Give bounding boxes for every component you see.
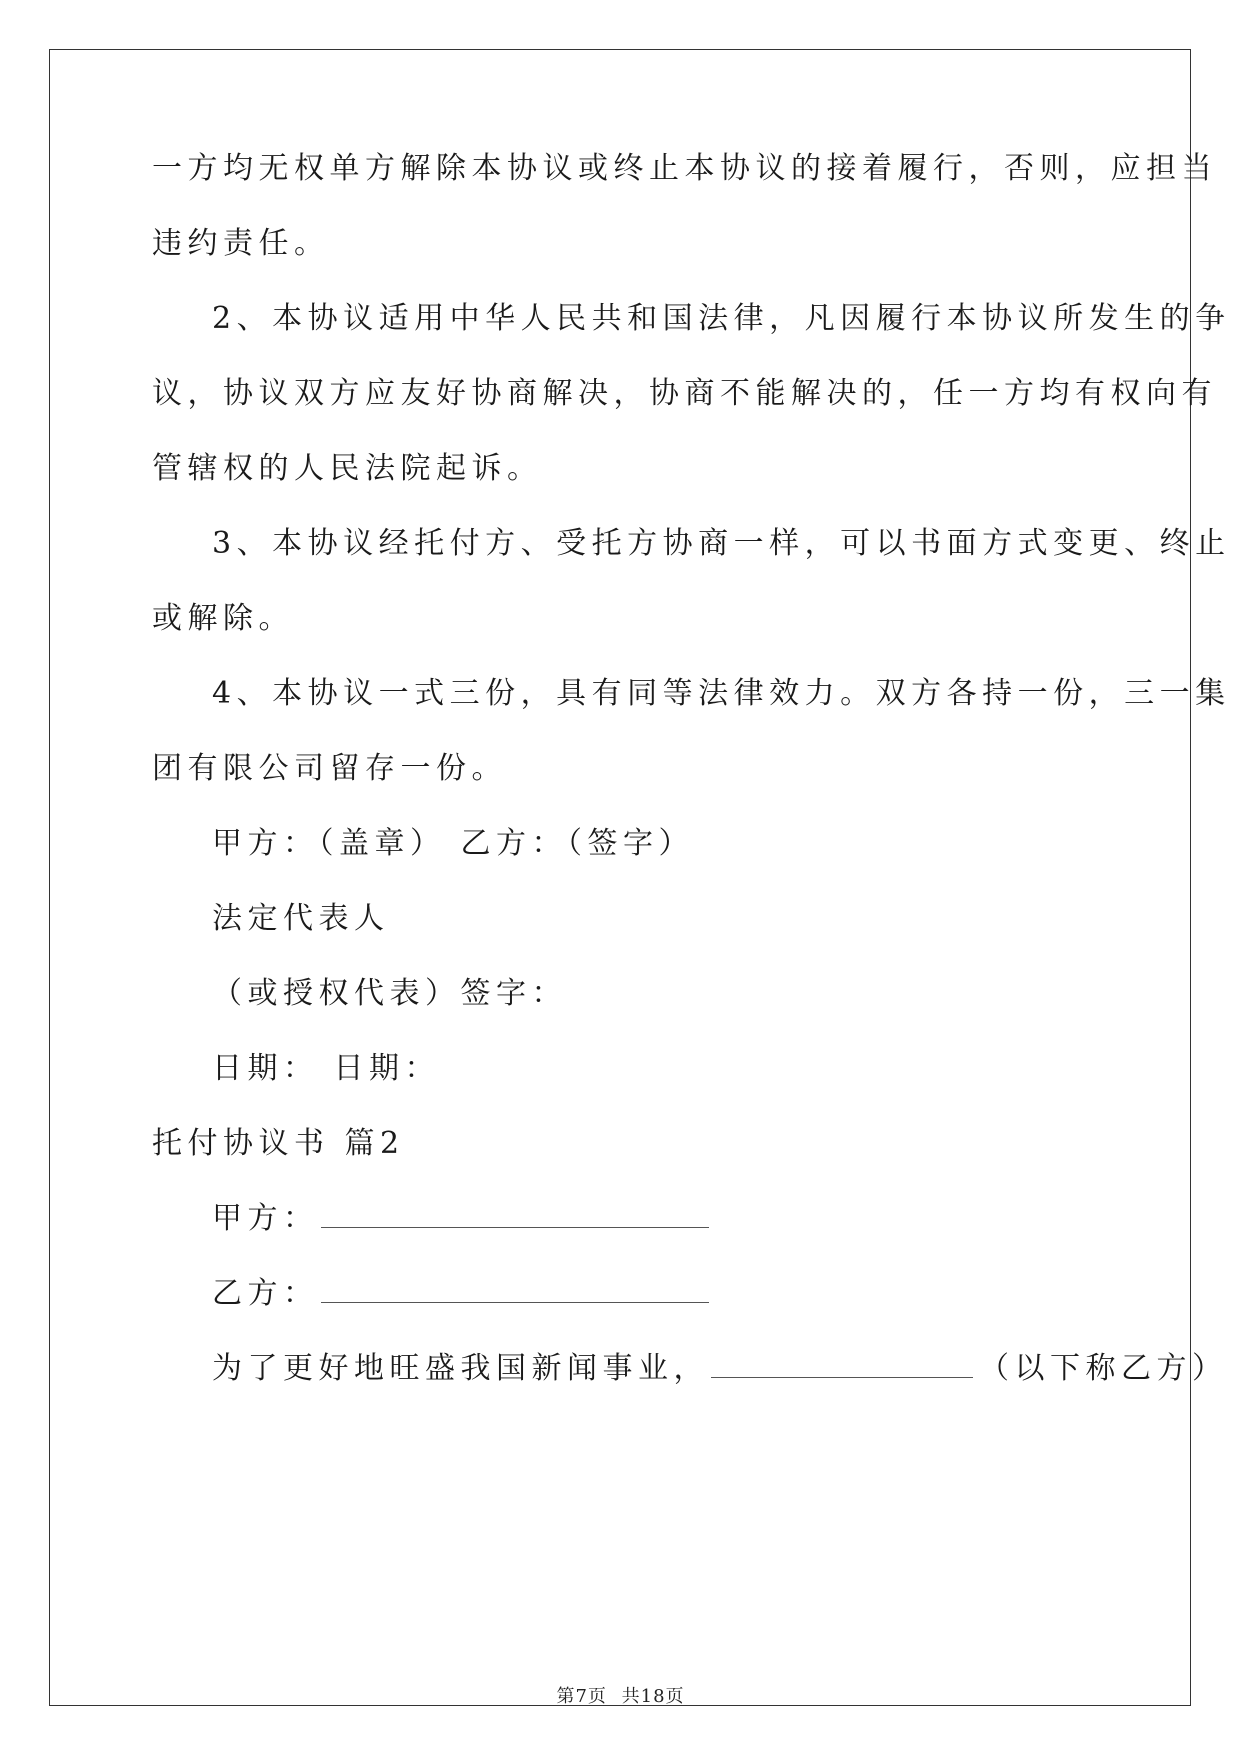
signature-party-line: 甲方：（盖章） 乙方：（签字） [212, 826, 695, 861]
purpose-prefix: 为了更好地旺盛我国新闻事业， [212, 1351, 709, 1386]
party-a-blank [321, 1201, 709, 1228]
paragraph-line: 团有限公司留存一份。 [152, 751, 507, 786]
party-b-label: 乙方： [212, 1276, 319, 1311]
paragraph-line: 一方均无权单方解除本协议或终止本协议的接着履行，否则，应担当 [152, 151, 1217, 186]
paragraph-line: 或解除。 [152, 601, 294, 636]
purpose-line [212, 1351, 1228, 1387]
paragraph-line: 4、本协议一式三份，具有同等法律效力。双方各持一份，三一集 [212, 676, 1231, 711]
party-b-line [212, 1276, 709, 1312]
legal-representative-label: 法定代表人 [212, 901, 390, 936]
party-a-line [212, 1201, 709, 1237]
paragraph-line: 议，协议双方应友好协商解决，协商不能解决的，任一方均有权向有 [152, 376, 1217, 411]
date-line: 日期： 日期： [212, 1051, 441, 1086]
purpose-blank [711, 1351, 973, 1378]
page-border [49, 49, 1191, 1706]
section-title: 托付协议书 篇2 [152, 1126, 405, 1161]
party-b-blank [321, 1276, 709, 1303]
purpose-suffix: （以下称乙方） [979, 1351, 1228, 1386]
page-total: 共18页 [621, 1686, 685, 1707]
page-number: 第7页 [556, 1686, 607, 1707]
authorized-signature-label: （或授权代表）签字： [212, 976, 567, 1011]
paragraph-line: 违约责任。 [152, 226, 330, 261]
paragraph-line: 2、本协议适用中华人民共和国法律，凡因履行本协议所发生的争 [212, 301, 1231, 336]
paragraph-line: 管辖权的人民法院起诉。 [152, 451, 543, 486]
party-a-label: 甲方： [212, 1201, 319, 1236]
page-footer [0, 1686, 1241, 1708]
paragraph-line: 3、本协议经托付方、受托方协商一样，可以书面方式变更、终止 [212, 526, 1231, 561]
